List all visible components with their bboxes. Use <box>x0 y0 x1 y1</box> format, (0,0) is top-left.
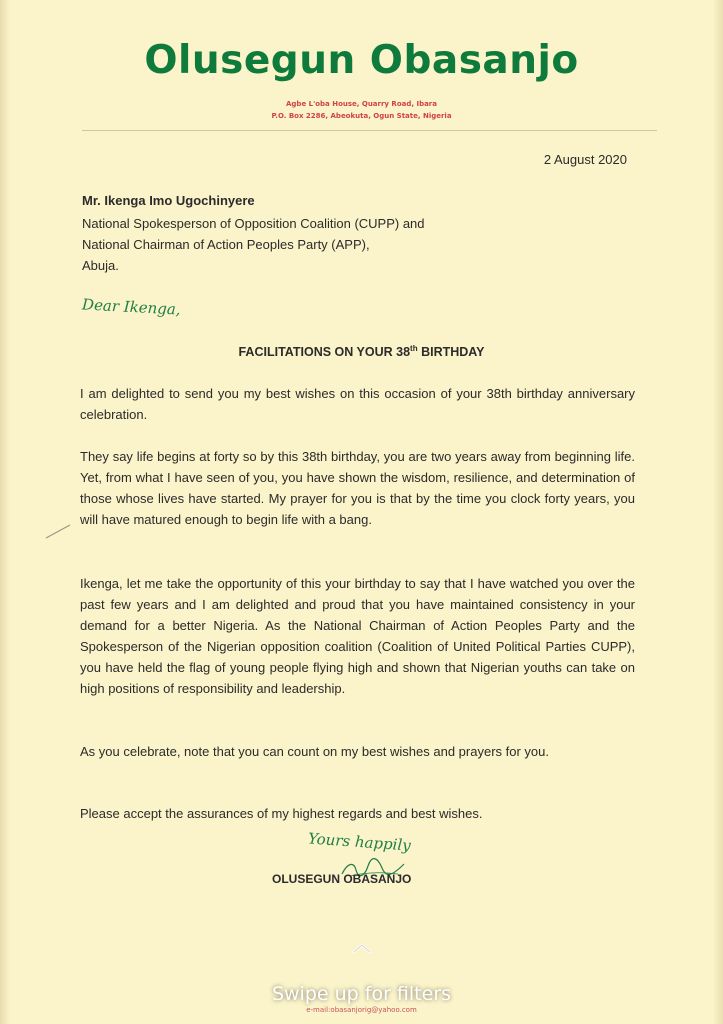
subject-line: FACILITATIONS ON YOUR 38th BIRTHDAY <box>238 344 485 360</box>
paragraph-5: Please accept the assurances of my highest regards and best wishes. <box>80 806 483 821</box>
letterhead-divider <box>82 130 657 131</box>
signatory-name: OLUSEGUN OBASANJO <box>272 872 412 886</box>
closing-handwritten: Yours happily <box>307 829 412 855</box>
footer-email: e-mail:obasanjorig@yahoo.com <box>306 1006 417 1014</box>
paragraph-3: Ikenga, let me take the opportunity of this your birthday to say that I have watched you over the past few years and I am delighted and proud that you have maintained consistency in your demand for a better Nigeria. As the National Chairman of Action Peoples Party and the Spokesperson of the Nigerian opposition coalition (Coalition of United Political Parties CUPP), you have held the flag of young people flying high and shown that Nigerian youths can take on high positions of responsibility and leadership. <box>80 576 635 696</box>
paragraph-2: They say life begins at forty so by this 38th birthday, you are two years away from beginning life. Yet, from what I have seen of you, you have shown the wisdom, resilience, and determination of those whose lives have started. My prayer for you is that by the time you clock forty years, you will have matured enough to begin life with a bang. <box>80 449 635 527</box>
letterhead-address-line1: Agbe L'oba House, Quarry Road, Ibara <box>286 100 437 108</box>
swipe-up-hint[interactable]: Swipe up for filters <box>271 983 452 1005</box>
recipient-line1: National Spokesperson of Opposition Coalition (CUPP) and <box>82 216 425 231</box>
paragraph-4: As you celebrate, note that you can count on my best wishes and prayers for you. <box>80 744 549 759</box>
letter-date: 2 August 2020 <box>543 152 627 167</box>
salutation: Dear Ikenga, <box>81 295 182 319</box>
chevron-up-icon[interactable] <box>351 942 373 956</box>
letterhead-address-line2: P.O. Box 2286, Abeokuta, Ogun State, Nigeria <box>271 112 452 120</box>
letterhead-name: Olusegun Obasanjo <box>144 38 579 83</box>
paragraph-1: I am delighted to send you my best wishes on this occasion of your 38th birthday anniversary celebration. <box>80 386 635 422</box>
recipient-line2: National Chairman of Action Peoples Party (APP), <box>82 237 370 252</box>
recipient-name: Mr. Ikenga Imo Ugochinyere <box>82 193 255 208</box>
recipient-line3: Abuja. <box>82 258 119 273</box>
pen-mark <box>44 522 72 540</box>
